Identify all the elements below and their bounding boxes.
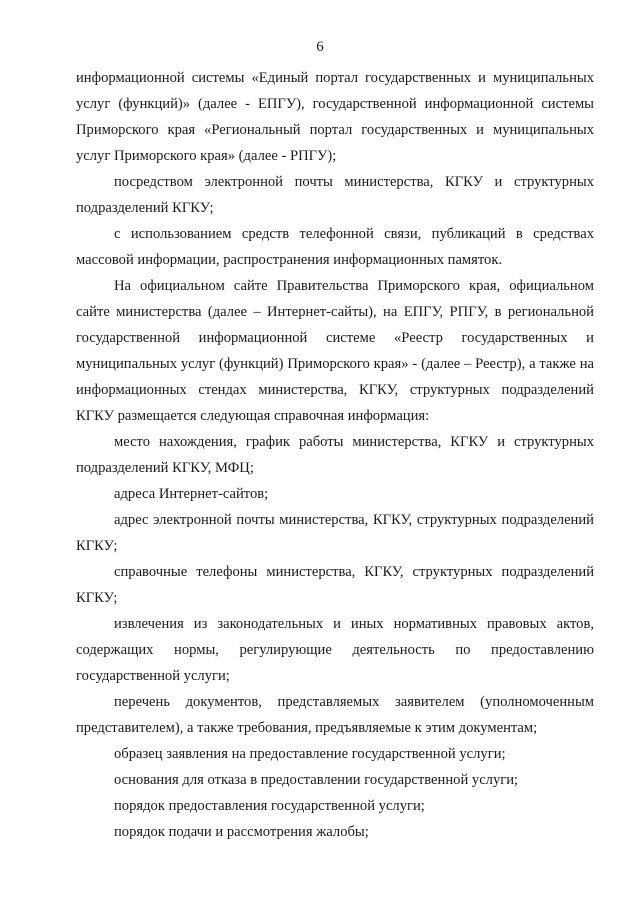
list-item-refusal-grounds: основания для отказа в предоставлении государственной услуги;	[114, 772, 519, 788]
list-item-email-address: адрес электронной почты министерства, КГКУ, структурных подразделений КГКУ;	[76, 512, 594, 554]
page-number: 6	[316, 39, 324, 55]
list-item-legal-extracts: извлечения из законодательных и иных нормативных правовых актов, содержащих нормы, регулирующие деятельность по предоставлению государственной услуги;	[76, 616, 594, 684]
paragraph-official-sites: На официальном сайте Правительства Приморского края, официальном сайте министерства (далее – Интернет-сайты), на ЕПГУ, РПГУ, в региональной государственной информационной системе «Реестр государственных и муниципальных услуг (функций) Приморского края» - (далее – Реестр), а также на информационных стендах министерства, КГКУ, структурных подразделений КГКУ размещается следующая справочная информация:	[76, 278, 594, 424]
list-item-location-schedule: место нахождения, график работы министерства, КГКУ и структурных подразделений КГКУ, МФЦ;	[76, 434, 594, 476]
document-body	[76, 65, 594, 845]
list-item-complaint-procedure: порядок подачи и рассмотрения жалобы;	[114, 824, 369, 840]
paragraph-continuation: информационной системы «Единый портал государственных и муниципальных услуг (функций)» (далее - ЕПГУ), государственной информационной системы Приморского края «Региональный портал государственных и муниципальных услуг Приморского края» (далее - РПГУ);	[76, 70, 594, 164]
list-item-service-procedure: порядок предоставления государственной услуги;	[114, 798, 425, 814]
paragraph-telephone-media: с использованием средств телефонной связи, публикаций в средствах массовой информации, распространения информационных памяток.	[76, 226, 594, 268]
list-item-documents: перечень документов, представляемых заявителем (уполномоченным представителем), а также требования, предъявляемые к этим документам;	[76, 694, 594, 736]
paragraph-email: посредством электронной почты министерства, КГКУ и структурных подразделений КГКУ;	[76, 174, 594, 216]
list-item-application-sample: образец заявления на предоставление государственной услуги;	[114, 746, 506, 762]
list-item-website-addresses: адреса Интернет-сайтов;	[114, 486, 269, 502]
list-item-phones: справочные телефоны министерства, КГКУ, структурных подразделений КГКУ;	[76, 564, 594, 606]
